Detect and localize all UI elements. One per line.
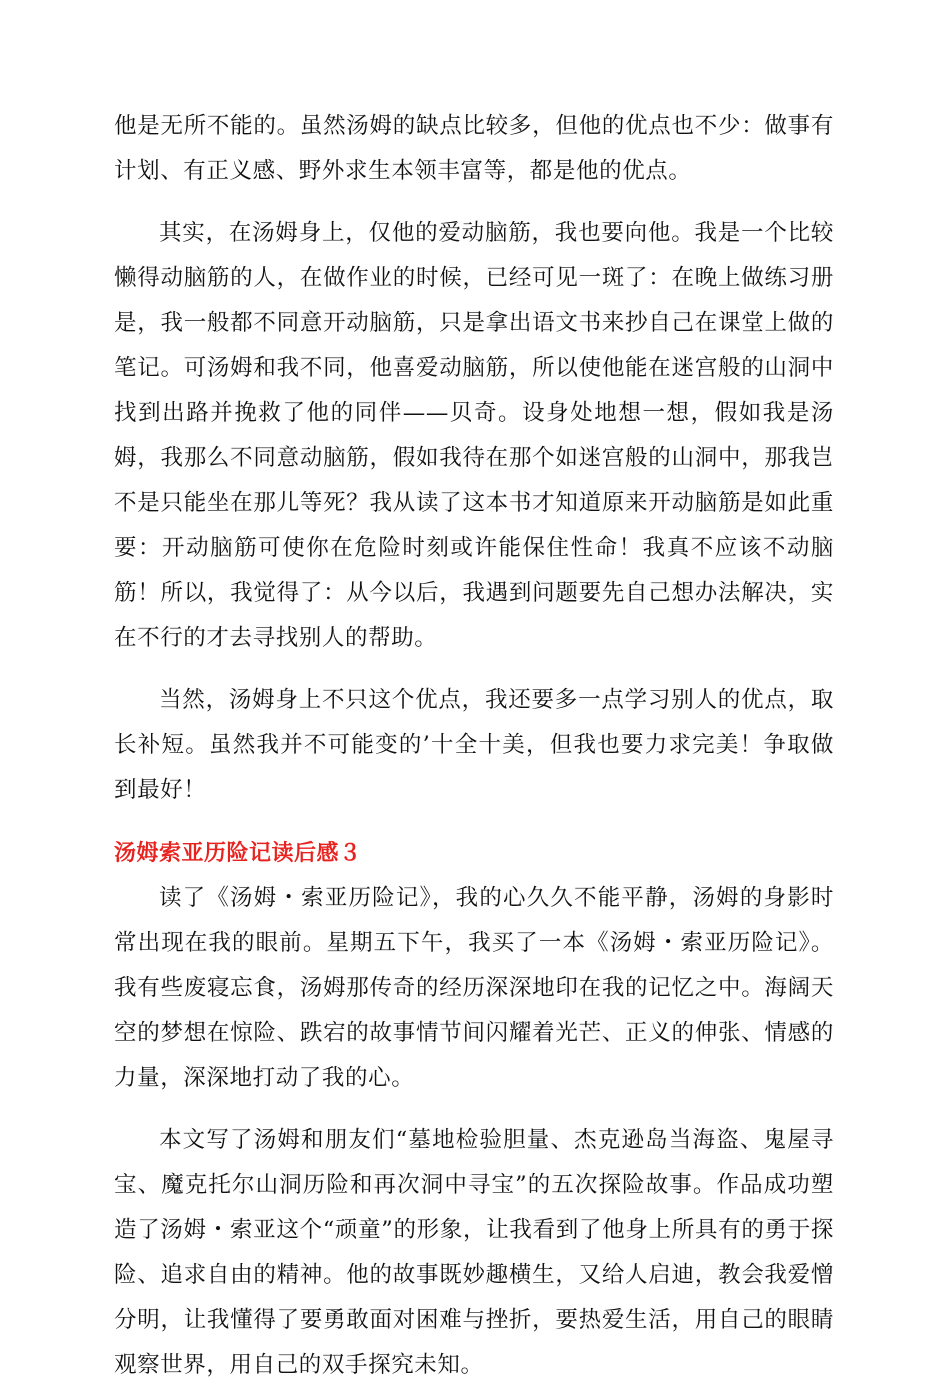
document-body bbox=[114, 104, 834, 1388]
paragraph-summary: 本文写了汤姆和朋友们“墓地检验胆量、杰克逊岛当海盗、鬼屋寻宝、魔克托尔山洞历险和再次洞中寻宝”的五次探险故事。作品成功塑造了汤姆・索亚这个“顽童”的形象，让我看到了他身上所具有的勇于探险、追求自由的精神。他的故事既妙趣横生，又给人启迪，教会我爱憎分明，让我懂得了要勇敢面对困难与挫折，要热爱生活，用自己的眼睛观察世界，用自己的双手探究未知。 bbox=[114, 1127, 834, 1378]
paragraph-continuation: 他是无所不能的。虽然汤姆的缺点比较多，但他的优点也不少：做事有计划、有正义感、野外求生本领丰富等，都是他的优点。 bbox=[114, 113, 834, 184]
paragraph-brain: 其实，在汤姆身上，仅他的爱动脑筋，我也要向他。我是一个比较懒得动脑筋的人，在做作业的时候，已经可见一斑了：在晚上做练习册是，我一般都不同意开动脑筋，只是拿出语文书来抄自己在课堂上做的笔记。可汤姆和我不同，他喜爱动脑筋，所以使他能在迷宫般的山洞中找到出路并挽救了他的同伴——贝奇。设身处地想一想，假如我是汤姆，我那么不同意动脑筋，假如我待在那个如迷宫般的山洞中，那我岂不是只能坐在那儿等死？我从读了这本书才知道原来开动脑筋是如此重要：开动脑筋可使你在危险时刻或许能保住性命！我真不应该不动脑筋！所以，我觉得了：从今以后，我遇到问题要先自己想办法解决，实在不行的才去寻找别人的帮助。 bbox=[114, 220, 834, 651]
section-heading: 汤姆索亚历险记读后感３ bbox=[114, 841, 362, 866]
paragraph-strengths: 当然，汤姆身上不只这个优点，我还要多一点学习别人的优点，取长补短。虽然我并不可能变的’十全十美，但我也要力求完美！争取做到最好！ bbox=[114, 687, 834, 803]
paragraph-reading: 读了《汤姆・索亚历险记》，我的心久久不能平静，汤姆的身影时常出现在我的眼前。星期五下午，我买了一本《汤姆・索亚历险记》。我有些废寝忘食，汤姆那传奇的经历深深地印在我的记忆之中。海阔天空的梦想在惊险、跌宕的故事情节间闪耀着光芒、正义的伸张、情感的力量，深深地打动了我的心。 bbox=[114, 885, 834, 1091]
